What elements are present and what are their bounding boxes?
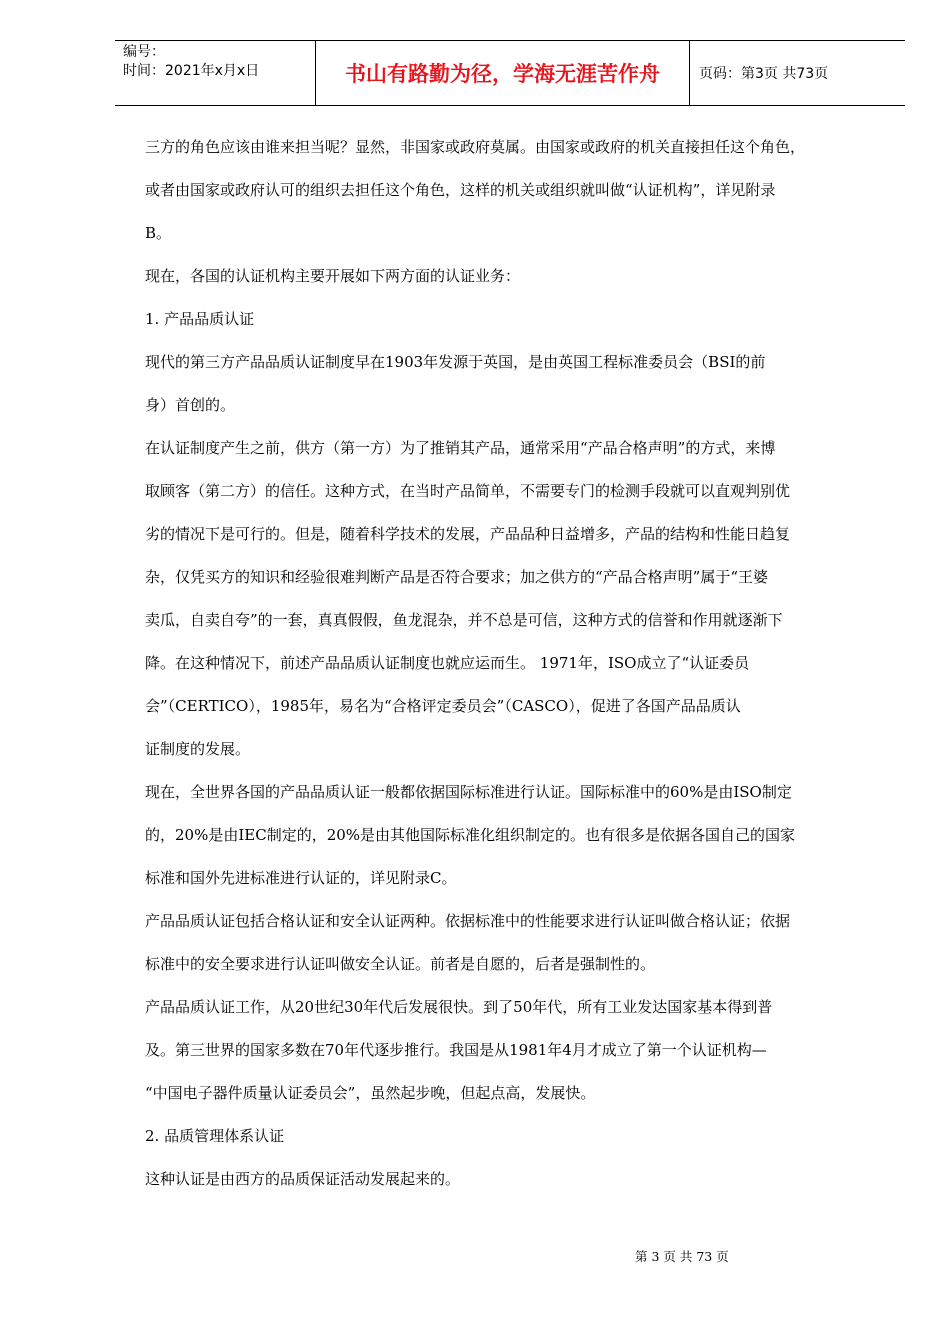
text-line: 杂，仅凭买方的知识和经验很难判断产品是否符合要求；加之供方的“产品合格声明”属于“王婆: [145, 568, 769, 586]
text-line: 会”（CERTICO），1985年，易名为“合格评定委员会”（CASCO），促进了各国产品品质认: [145, 697, 741, 715]
document-number-label: 编号：: [123, 44, 165, 60]
text-line: 的，20%是由IEC制定的，20%是由其他国际标准化组织制定的。也有很多是依据各国自己的国家: [145, 826, 796, 844]
text-line: 在认证制度产生之前，供方（第一方）为了推销其产品，通常采用“产品合格声明”的方式，来博: [145, 439, 776, 457]
text-line: B。: [145, 224, 172, 242]
text-line: 降。在这种情况下，前述产品品质认证制度也就应运而生。 1971年，ISO成立了“认证委员: [145, 654, 750, 672]
text-line: 产品品质认证包括合格认证和安全认证两种。依据标准中的性能要求进行认证叫做合格认证；依据: [145, 912, 791, 930]
header-motto: 书山有路勤为径，学海无涯苦作舟: [345, 62, 660, 86]
text-line: 现在，全世界各国的产品品质认证一般都依据国际标准进行认证。国际标准中的60%是由ISO制定: [145, 783, 792, 801]
header-motto-cell: [315, 41, 690, 105]
text-line: 标准中的安全要求进行认证叫做安全认证。前者是自愿的，后者是强制性的。: [145, 955, 656, 973]
text-line: 这种认证是由西方的品质保证活动发展起来的。: [145, 1170, 461, 1188]
text-line: 身）首创的。: [145, 396, 236, 414]
text-line: 现代的第三方产品品质认证制度早在1903年发源于英国，是由英国工程标准委员会（BSI的前: [145, 353, 766, 371]
text-line: “中国电子器件质量认证委员会”，虽然起步晚，但起点高，发展快。: [145, 1084, 596, 1102]
text-line: 证制度的发展。: [145, 740, 251, 758]
page-header: [115, 40, 905, 106]
text-line: 产品品质认证工作，从20世纪30年代后发展很快。到了50年代，所有工业发达国家基本得到普: [145, 998, 773, 1016]
section-heading: 1. 产品品质认证: [145, 310, 255, 328]
text-line: 或者由国家或政府认可的组织去担任这个角色，这样的机关或组织就叫做“认证机构”，详见附录: [145, 181, 776, 199]
text-line: 三方的角色应该由谁来担当呢？显然，非国家或政府莫属。由国家或政府的机关直接担任这个角色，: [145, 138, 806, 156]
text-line: 劣的情况下是可行的。但是，随着科学技术的发展，产品品种日益增多，产品的结构和性能日趋复: [145, 525, 791, 543]
section-heading: 2. 品质管理体系认证: [145, 1127, 285, 1145]
document-body: [145, 126, 885, 1201]
text-line: 取顾客（第二方）的信任。这种方式，在当时产品简单，不需要专门的检测手段就可以直观判别优: [145, 482, 791, 500]
text-line: 标准和国外先进标准进行认证的，详见附录C。: [145, 869, 457, 887]
text-line: 现在，各国的认证机构主要开展如下两方面的认证业务：: [145, 267, 521, 285]
text-line: 及。第三世界的国家多数在70年代逐步推行。我国是从1981年4月才成立了第一个认证机构—: [145, 1041, 767, 1059]
page-footer: 第 3 页 共 73 页: [635, 1249, 729, 1264]
header-page-number: 页码：第3页 共73页: [699, 66, 829, 82]
document-time-label: 时间：2021年x月x日: [123, 63, 260, 79]
text-line: 卖瓜，自卖自夸”的一套，真真假假，鱼龙混杂，并不总是可信，这种方式的信誉和作用就逐渐下: [145, 611, 783, 629]
header-meta: [115, 41, 315, 105]
header-page-cell: [690, 41, 905, 105]
